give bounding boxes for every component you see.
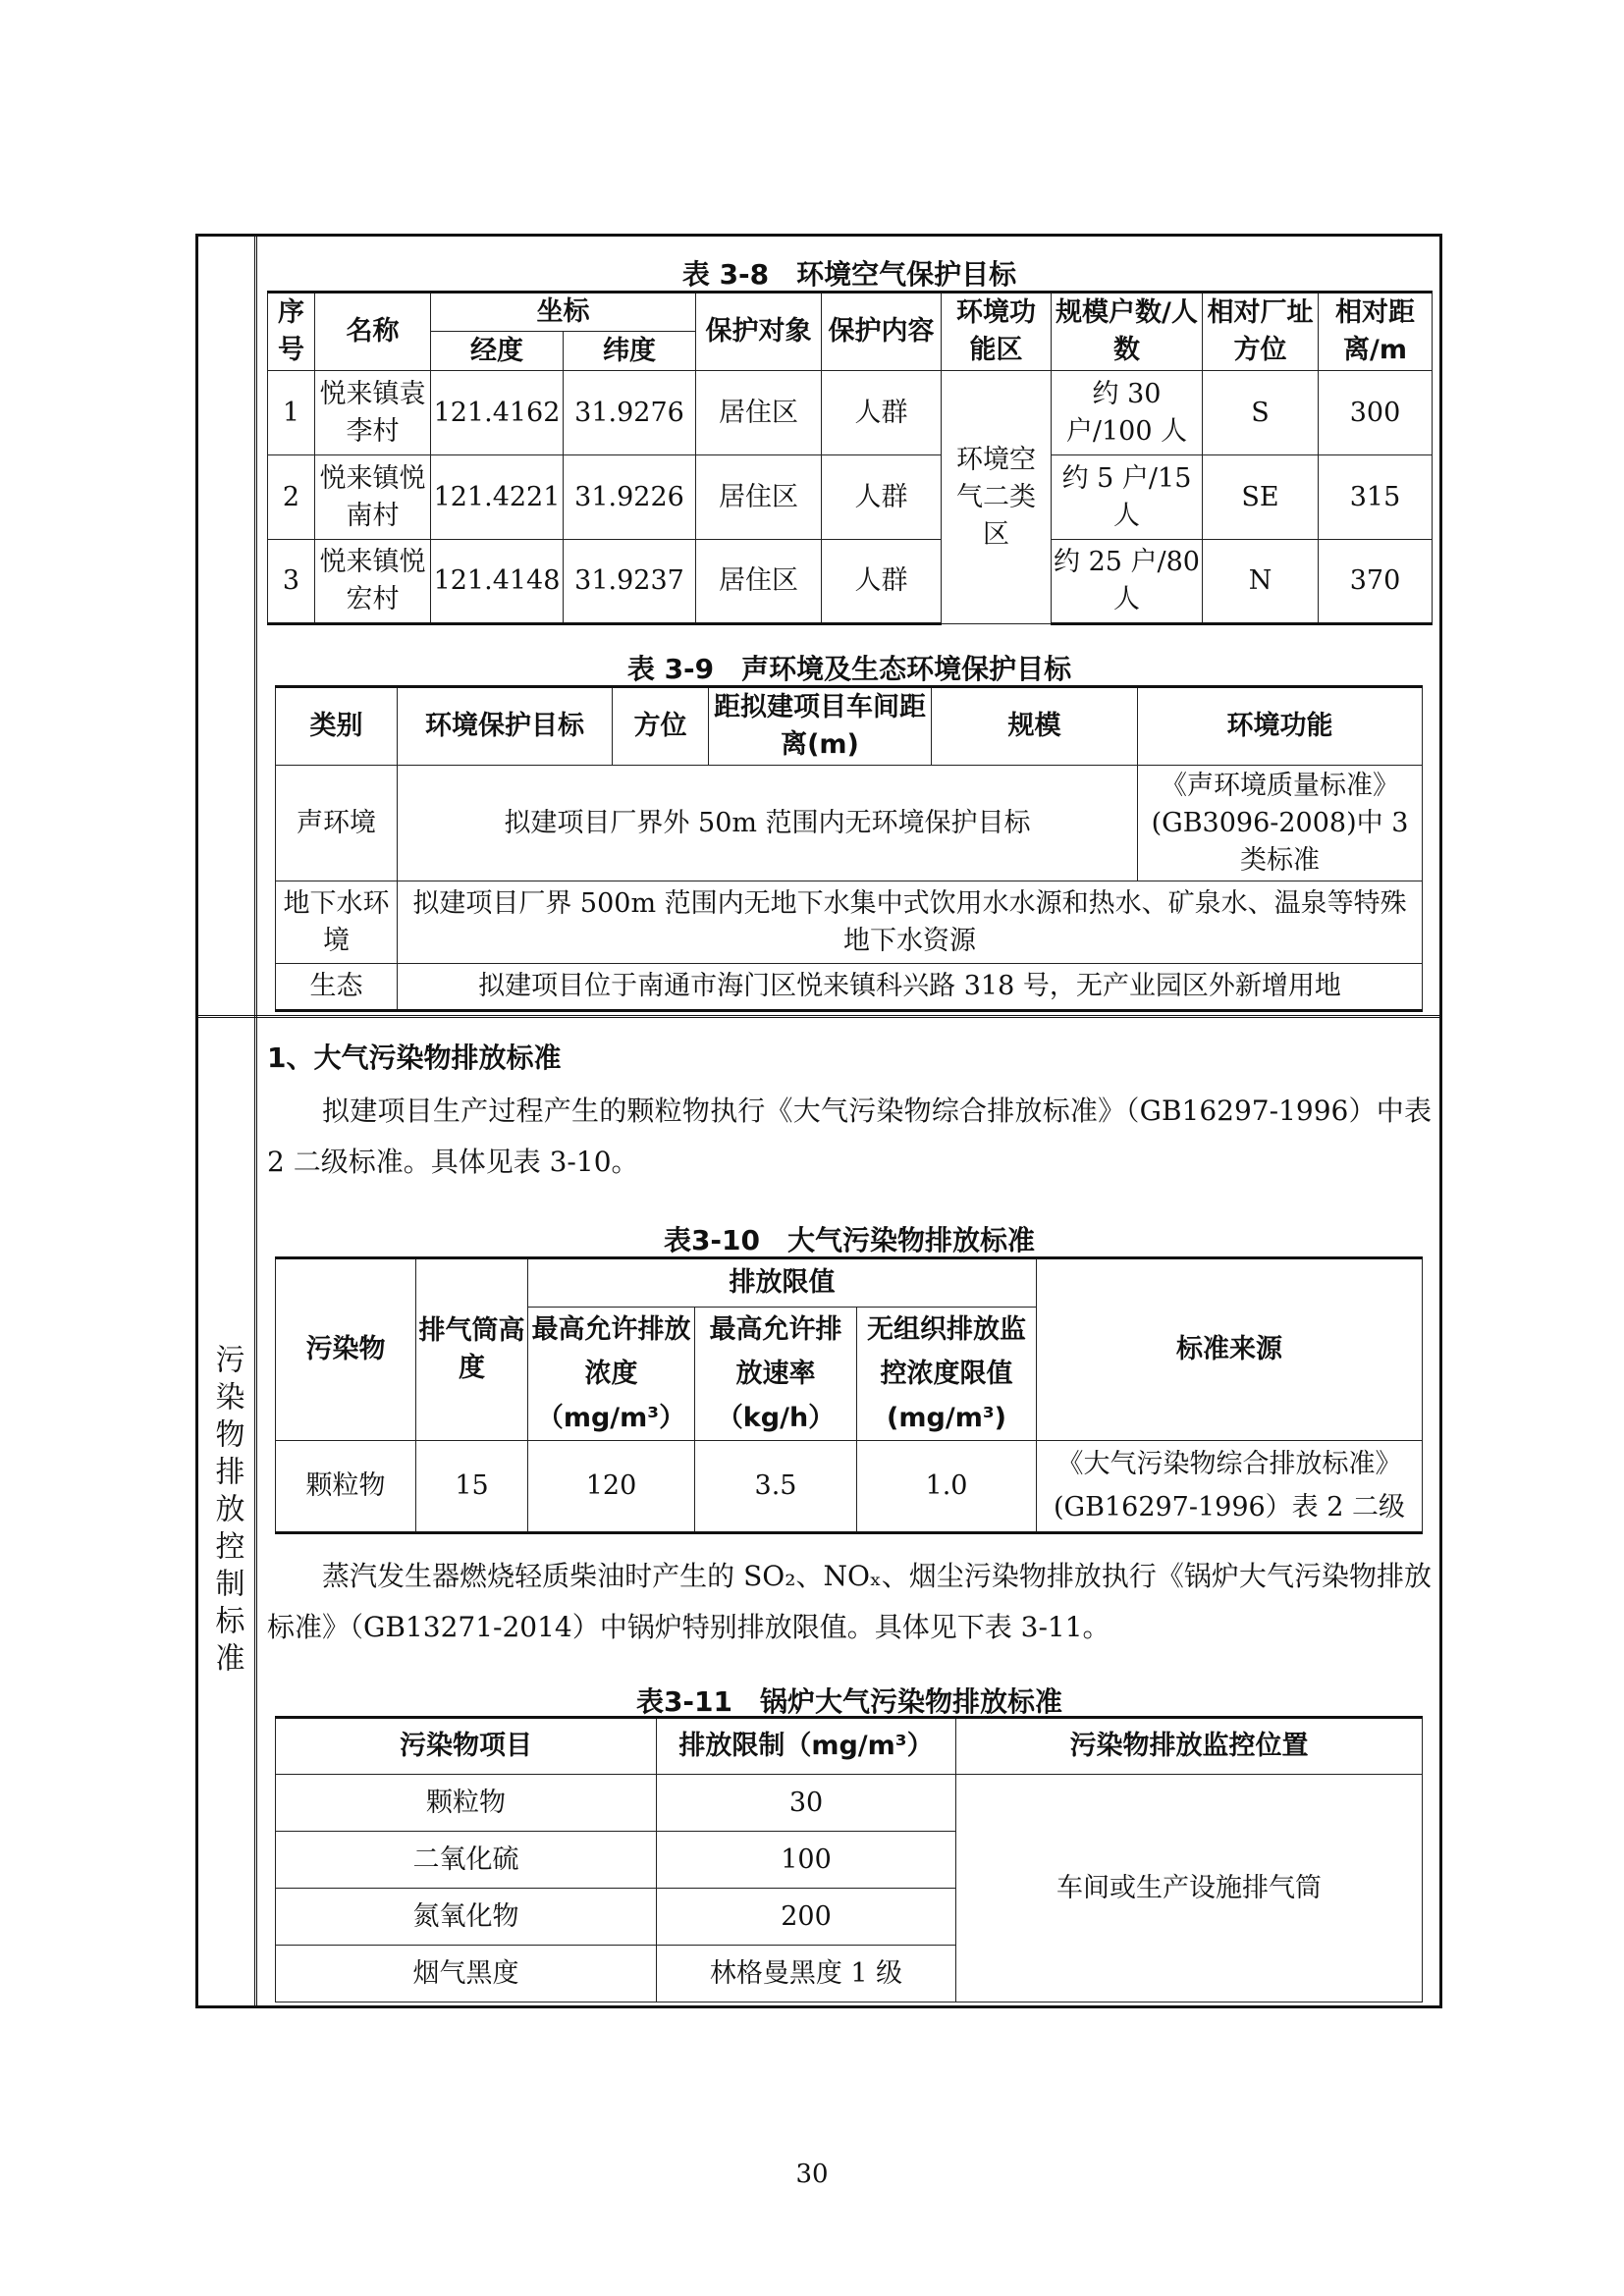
cell-lon: 121.4162 — [431, 371, 564, 455]
header-loc: 污染物排放监控位置 — [956, 1718, 1423, 1775]
cell-lat: 31.9226 — [564, 455, 696, 540]
header-scale: 规模户数/人数 — [1052, 293, 1203, 371]
header-item: 污染物项目 — [276, 1718, 657, 1775]
header-pollutant: 污染物 — [276, 1258, 416, 1441]
cell-content: 人群 — [822, 371, 942, 455]
header-func: 环境功能区 — [942, 293, 1052, 371]
cell-pollutant: 颗粒物 — [276, 1441, 416, 1533]
cell-content: 人群 — [822, 540, 942, 624]
table-row — [276, 766, 1423, 881]
header-dir: 方位 — [613, 687, 709, 766]
header-type: 类别 — [276, 687, 398, 766]
header-func: 环境功能 — [1138, 687, 1423, 766]
cell-type: 生态 — [276, 964, 398, 1011]
cell-dir: SE — [1203, 455, 1319, 540]
cell-limit: 林格曼黑度 1 级 — [657, 1946, 956, 2002]
table-row — [276, 881, 1423, 964]
cell-source: 《大气污染物综合排放标准》(GB16297-1996）表 2 二级 — [1037, 1441, 1423, 1533]
header-lat: 纬度 — [564, 332, 696, 371]
cell-seq: 2 — [268, 455, 315, 540]
side-label: 污染物排放控制标准 — [209, 1344, 244, 1680]
header-limit: 排放限制（mg/m³） — [657, 1718, 956, 1775]
cell-func: 《声环境质量标准》(GB3096-2008)中 3 类标准 — [1138, 766, 1423, 881]
paragraph-1: 拟建项目生产过程产生的颗粒物执行《大气污染物综合排放标准》（GB16297-1996）中表 2 二级标准。具体见表 3-10。 — [267, 1095, 1432, 1178]
header-dist: 相对距离/m — [1319, 293, 1433, 371]
header-height: 排气筒高度 — [416, 1258, 528, 1441]
cell-scale: 约 5 户/15 人 — [1052, 455, 1203, 540]
cell-type: 地下水环境 — [276, 881, 398, 964]
section-heading: 1、大气污染物排放标准 — [267, 1041, 562, 1074]
cell-seq: 1 — [268, 371, 315, 455]
table-3-10-caption: 表3-10 大气污染物排放标准 — [663, 1224, 1036, 1256]
header-unorg: 无组织排放监控浓度限值(mg/m³) — [857, 1308, 1037, 1441]
cell-content: 人群 — [822, 455, 942, 540]
cell-object: 居住区 — [696, 371, 822, 455]
header-content: 保护内容 — [822, 293, 942, 371]
cell-height: 15 — [416, 1441, 528, 1533]
header-seq: 序号 — [268, 293, 315, 371]
cell-seq: 3 — [268, 540, 315, 624]
cell-text: 拟建项目厂界外 50m 范围内无环境保护目标 — [398, 766, 1138, 881]
header-name: 名称 — [315, 293, 431, 371]
page-number: 30 — [795, 2160, 829, 2189]
table-3-8 — [267, 291, 1433, 625]
cell-name: 悦来镇悦宏村 — [315, 540, 431, 624]
header-source: 标准来源 — [1037, 1258, 1423, 1441]
cell-lat: 31.9237 — [564, 540, 696, 624]
header-target: 环境保护目标 — [398, 687, 613, 766]
cell-dist: 300 — [1319, 371, 1433, 455]
cell-dist: 370 — [1319, 540, 1433, 624]
table-row — [268, 455, 1433, 540]
cell-limit: 200 — [657, 1889, 956, 1946]
cell-scale: 约 25 户/80 人 — [1052, 540, 1203, 624]
cell-loc-merged: 车间或生产设施排气筒 — [956, 1775, 1423, 2002]
cell-item: 二氧化硫 — [276, 1832, 657, 1889]
cell-type: 声环境 — [276, 766, 398, 881]
header-dist: 距拟建项目车间距离(m) — [709, 687, 932, 766]
table-3-8-caption: 表 3-8 环境空气保护目标 — [681, 258, 1017, 291]
section-divider — [195, 1015, 1442, 1018]
cell-limit: 30 — [657, 1775, 956, 1832]
cell-lon: 121.4221 — [431, 455, 564, 540]
cell-text: 拟建项目位于南通市海门区悦来镇科兴路 318 号，无产业园区外新增用地 — [398, 964, 1423, 1011]
table-row — [268, 540, 1433, 624]
header-limits: 排放限值 — [528, 1258, 1037, 1308]
header-dir: 相对厂址方位 — [1203, 293, 1319, 371]
cell-dist: 315 — [1319, 455, 1433, 540]
cell-item: 氮氧化物 — [276, 1889, 657, 1946]
table-3-11 — [275, 1716, 1423, 2002]
cell-item: 烟气黑度 — [276, 1946, 657, 2002]
cell-dir: N — [1203, 540, 1319, 624]
table-3-9 — [275, 685, 1423, 1012]
cell-object: 居住区 — [696, 455, 822, 540]
cell-item: 颗粒物 — [276, 1775, 657, 1832]
cell-conc: 120 — [528, 1441, 695, 1533]
table-3-9-caption: 表 3-9 声环境及生态环境保护目标 — [626, 653, 1072, 685]
table-row — [268, 371, 1433, 455]
header-object: 保护对象 — [696, 293, 822, 371]
table-3-10 — [275, 1256, 1423, 1534]
paragraph-2: 蒸汽发生器燃烧轻质柴油时产生的 SO₂、NOₓ、烟尘污染物排放执行《锅炉大气污染物排放标准》（GB13271-2014）中锅炉特别排放限值。具体见下表 3-11。 — [267, 1560, 1432, 1643]
cell-rate: 3.5 — [695, 1441, 857, 1533]
cell-scale: 约 30 户/100 人 — [1052, 371, 1203, 455]
table-row — [276, 1775, 1423, 1832]
cell-limit: 100 — [657, 1832, 956, 1889]
cell-func-merged: 环境空气二类区 — [942, 371, 1052, 624]
cell-dir: S — [1203, 371, 1319, 455]
cell-name: 悦来镇悦南村 — [315, 455, 431, 540]
header-conc: 最高允许排放浓度（mg/m³） — [528, 1308, 695, 1441]
cell-lon: 121.4148 — [431, 540, 564, 624]
header-scale: 规模 — [932, 687, 1138, 766]
table-3-11-caption: 表3-11 锅炉大气污染物排放标准 — [635, 1685, 1063, 1718]
cell-lat: 31.9276 — [564, 371, 696, 455]
table-row — [276, 964, 1423, 1011]
header-coord: 坐标 — [431, 293, 696, 332]
cell-name: 悦来镇袁李村 — [315, 371, 431, 455]
cell-object: 居住区 — [696, 540, 822, 624]
header-lon: 经度 — [431, 332, 564, 371]
header-rate: 最高允许排放速率（kg/h） — [695, 1308, 857, 1441]
table-row — [276, 1441, 1423, 1533]
cell-unorg: 1.0 — [857, 1441, 1037, 1533]
cell-text: 拟建项目厂界 500m 范围内无地下水集中式饮用水水源和热水、矿泉水、温泉等特殊地下水资源 — [398, 881, 1423, 964]
